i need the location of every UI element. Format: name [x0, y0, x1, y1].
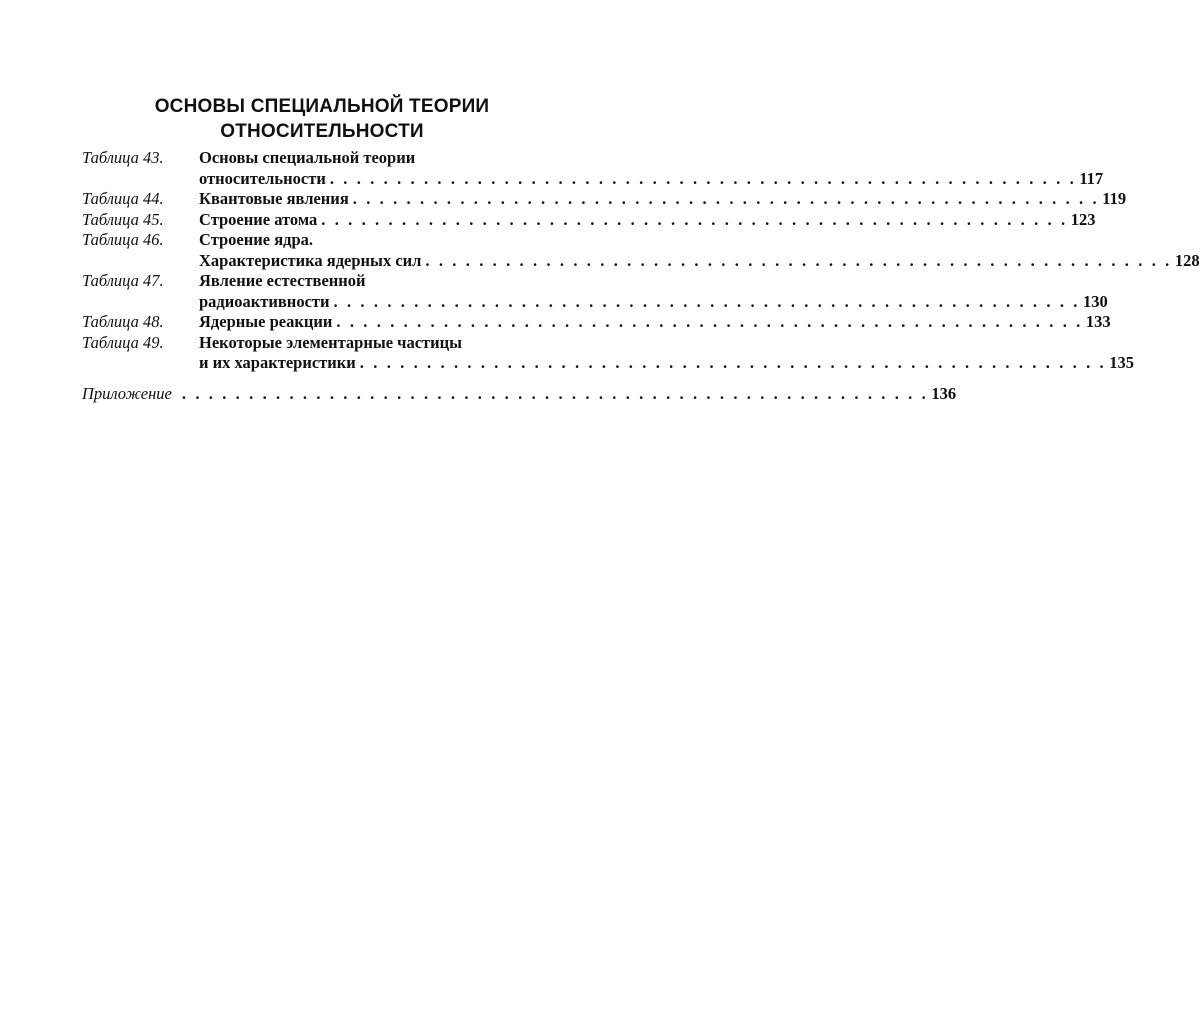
toc-title: Строение атома	[199, 209, 318, 229]
appendix-label: Приложение	[82, 383, 172, 403]
toc-title: Строение ядра.	[199, 230, 314, 249]
leader-dots: . . . . . . . . . . . . . . . . . . . . . . . . . . . . . . . . . . . . . . . . . . . . . . . . . . . . . . . .	[333, 291, 1080, 311]
toc-page-number: 119	[1102, 189, 1127, 208]
toc-title-continued: и их характеристики	[199, 353, 356, 372]
toc-title: Ядерные реакции	[199, 312, 333, 331]
leader-dots: . . . . . . . . . . . . . . . . . . . . . . . . . . . . . . . . . . . . . . . . . . . . . . . . . . . . . . . .	[181, 383, 929, 403]
toc-label: Таблица 46.	[82, 230, 164, 249]
appendix-page-number: 136	[931, 383, 957, 403]
toc-label: Таблица 45.	[82, 209, 164, 229]
leader-dots: . . . . . . . . . . . . . . . . . . . . . . . . . . . . . . . . . . . . . . . . . . . . . . . . . . . . . . . .	[321, 209, 1068, 229]
section-title	[82, 94, 562, 144]
section-title-line-1: ОСНОВЫ СПЕЦИАЛЬНОЙ ТЕОРИИ	[154, 96, 490, 117]
toc-label: Таблица 44.	[82, 189, 164, 208]
leader-dots: . . . . . . . . . . . . . . . . . . . . . . . . . . . . . . . . . . . . . . . . . . . . . . . . . . . . . . . .	[352, 189, 1100, 208]
toc-title: Квантовые явления	[199, 189, 349, 208]
toc-entry-43[interactable]	[82, 148, 1104, 189]
leader-dots: . . . . . . . . . . . . . . . . . . . . . . . . . . . . . . . . . . . . . . . . . . . . . . . . . . . . . . . .	[336, 312, 1083, 331]
toc-entry-48[interactable]	[82, 312, 1111, 333]
section-title-line-2: ОТНОСИТЕЛЬНОСТИ	[220, 121, 424, 142]
toc-label: Таблица 47.	[82, 271, 164, 290]
toc-page-number: 128	[1174, 250, 1200, 270]
toc-entry-44[interactable]	[82, 189, 1127, 210]
toc-entry-46[interactable]	[82, 230, 1200, 271]
leader-dots: . . . . . . . . . . . . . . . . . . . . . . . . . . . . . . . . . . . . . . . . . . . . . . . . . . . . . . . .	[425, 250, 1172, 270]
toc-title: Основы специальной теории	[199, 148, 416, 167]
toc-title-continued: радиоактивности	[199, 291, 330, 311]
table-of-contents	[82, 148, 1200, 404]
toc-title: Явление естественной	[199, 271, 366, 290]
toc-entry-49[interactable]	[82, 332, 1135, 374]
toc-label: Таблица 48.	[82, 312, 164, 331]
toc-title-continued: относительности	[199, 168, 326, 188]
toc-title-continued: Характеристика ядерных сил	[199, 250, 422, 270]
toc-page-number: 117	[1079, 168, 1104, 188]
toc-entry-47[interactable]	[82, 271, 1108, 312]
toc-page-number: 135	[1109, 353, 1135, 372]
leader-dots: . . . . . . . . . . . . . . . . . . . . . . . . . . . . . . . . . . . . . . . . . . . . . . . . . . . . . . . .	[359, 353, 1107, 372]
toc-page-number: 133	[1085, 312, 1111, 331]
toc-title: Некоторые элементарные частицы	[199, 332, 463, 352]
toc-label: Таблица 43.	[82, 148, 164, 167]
spacer	[82, 374, 562, 384]
toc-entry-appendix[interactable]	[82, 383, 957, 405]
toc-page-number: 130	[1083, 291, 1108, 311]
toc-page-number: 123	[1070, 209, 1096, 229]
toc-label: Таблица 49.	[82, 332, 164, 352]
leader-dots: . . . . . . . . . . . . . . . . . . . . . . . . . . . . . . . . . . . . . . . . . . . . . . . . . . . . . . . .	[329, 168, 1077, 188]
toc-entry-45[interactable]	[82, 209, 1096, 231]
